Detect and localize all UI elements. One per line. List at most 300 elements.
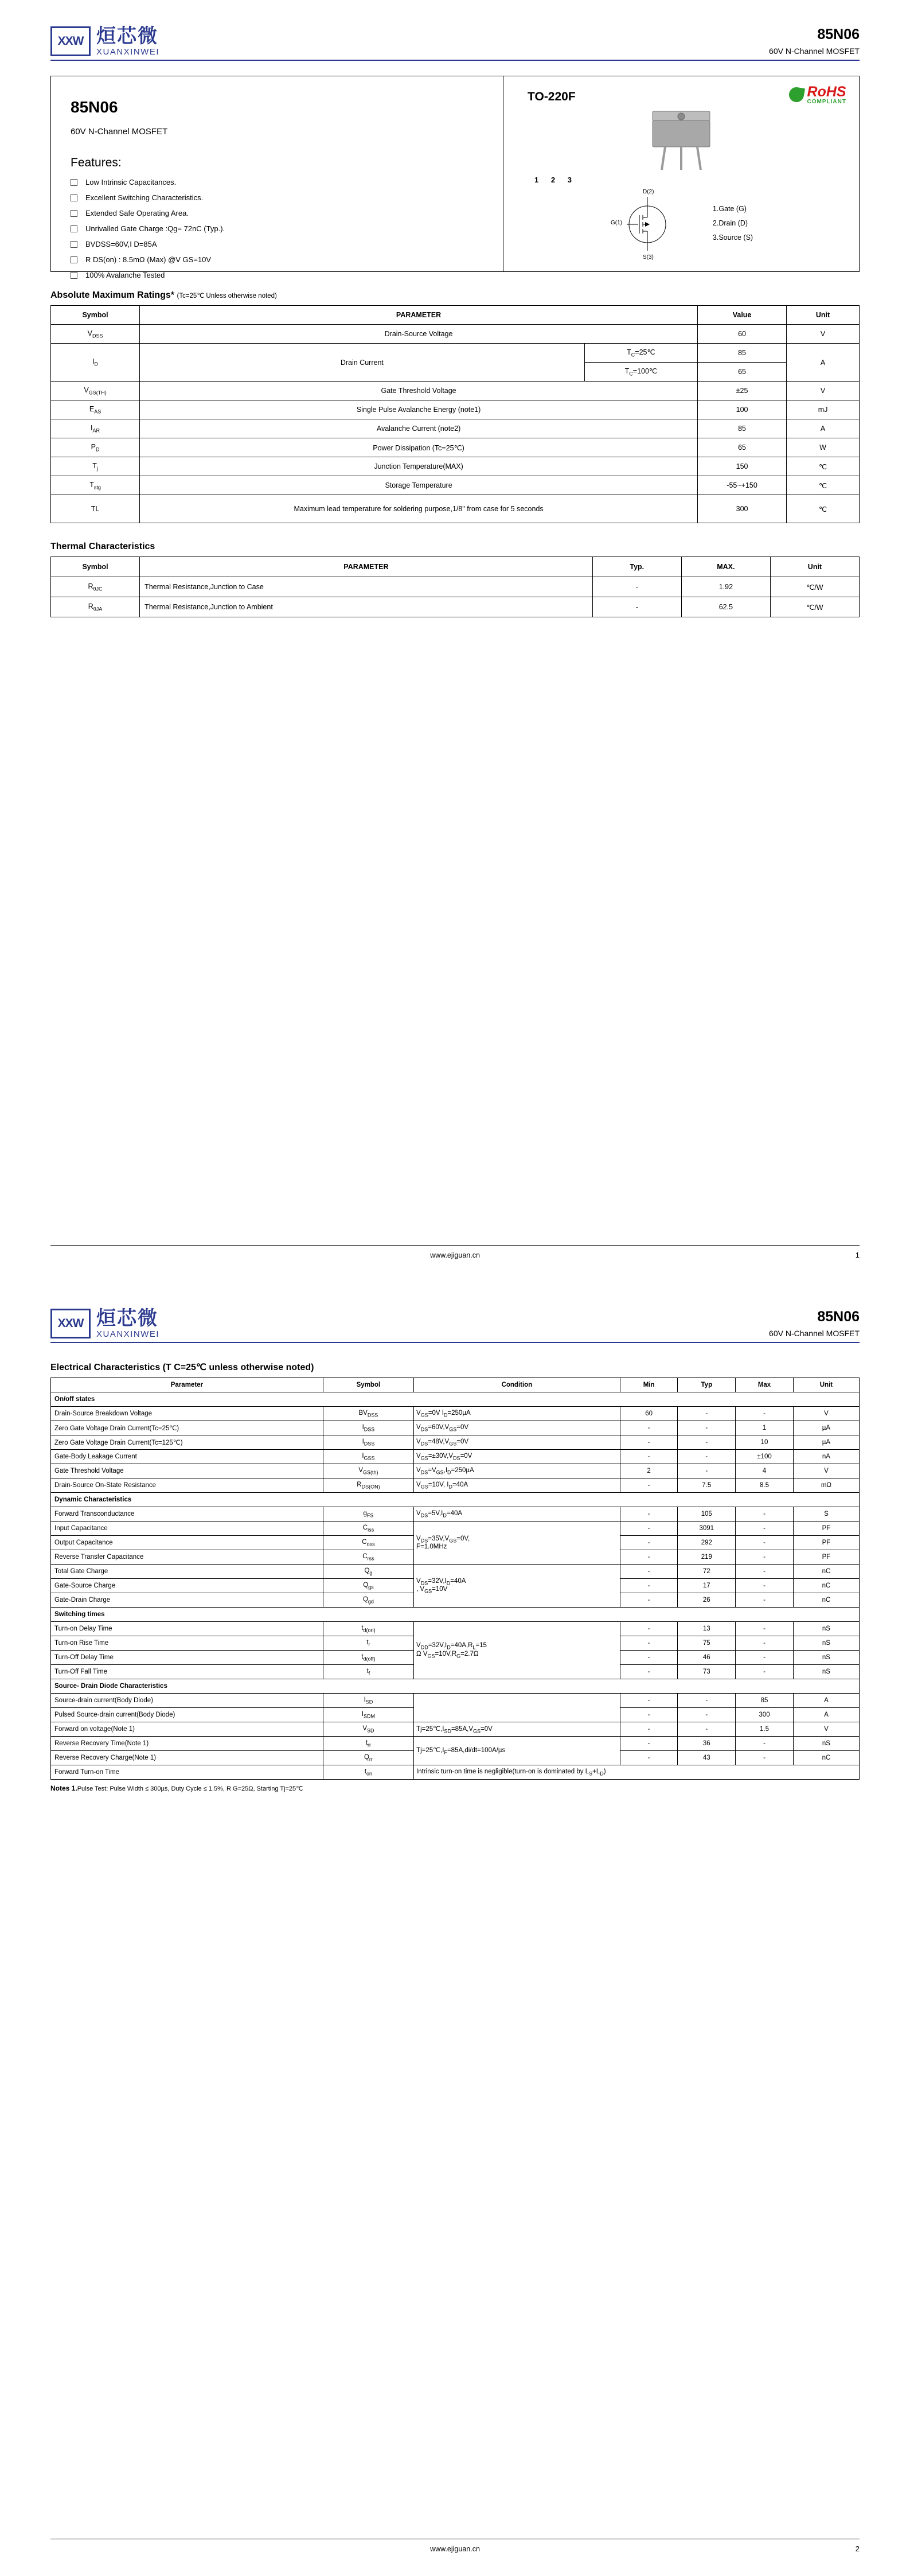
table-header-row <box>51 306 860 325</box>
company-logo <box>50 1309 159 1338</box>
features-list <box>71 178 503 279</box>
col-unit: Unit <box>793 1378 859 1392</box>
cell-typ: 43 <box>678 1751 736 1765</box>
page-1 <box>0 0 910 1282</box>
cell-symbol: $R_{DS(ON)}$ <box>323 1478 413 1493</box>
rohs-label: RoHS <box>807 84 846 100</box>
cell-symbol: $C_{oss}$ <box>323 1536 413 1550</box>
cell-min: - <box>620 1435 678 1450</box>
cell-parameter: Pulsed Source-drain current(Body Diode) <box>51 1708 323 1722</box>
col-max: MAX. <box>681 557 770 577</box>
features-heading: Features: <box>71 156 122 169</box>
pin-numbers: 1 2 3 <box>534 175 577 184</box>
footer-url[interactable]: www.ejiguan.cn <box>430 2545 480 2553</box>
checkbox-icon <box>71 210 77 217</box>
table-row <box>51 1507 860 1522</box>
cell-max: 1.92 <box>681 577 770 597</box>
cell-parameter: Storage Temperature <box>140 476 698 495</box>
table-row <box>51 1464 860 1478</box>
cell-parameter: Input Capacitance <box>51 1522 323 1536</box>
cell-symbol: $V_{GS(TH)}$ <box>51 382 140 400</box>
svg-text:D(2): D(2) <box>642 188 654 195</box>
cell-unit: A <box>787 344 860 382</box>
table-row <box>51 1622 860 1636</box>
cell-parameter: Drain-Source Voltage <box>140 325 698 344</box>
cell-min: - <box>620 1751 678 1765</box>
cell-unit: µA <box>793 1421 859 1435</box>
cell-min: - <box>620 1708 678 1722</box>
cell-symbol: $I_{GSS}$ <box>323 1450 413 1464</box>
cell-max: 10 <box>736 1435 794 1450</box>
table-group-row <box>51 1392 860 1407</box>
param-text: Forward on voltage(Note 1) <box>54 1726 135 1733</box>
cell-unit: ℃ <box>787 457 860 476</box>
col-typ: Typ <box>678 1378 736 1392</box>
cell-typ: 72 <box>678 1565 736 1579</box>
cell-max: - <box>736 1536 794 1550</box>
company-logo <box>50 26 159 56</box>
header-part-description: 60V N-Channel MOSFET <box>769 46 860 56</box>
cell-unit: A <box>793 1708 859 1722</box>
cell-typ: 36 <box>678 1737 736 1751</box>
cell-max: 8.5 <box>736 1478 794 1493</box>
svg-text:S(3): S(3) <box>642 254 654 260</box>
checkbox-icon <box>71 194 77 201</box>
cell-symbol: $I_{DSS}$ <box>323 1435 413 1450</box>
device-subtitle: 60V N-Channel MOSFET <box>71 127 168 137</box>
absolute-max-title <box>50 290 860 301</box>
electrical-title: Electrical Characteristics (T C=25℃ unless otherwise noted) <box>50 1363 314 1372</box>
cell-min: - <box>620 1522 678 1536</box>
cell-parameter: Maximum lead temperature for soldering purpose,1/8" from case for 5 seconds <box>140 495 698 523</box>
checkbox-icon <box>71 225 77 232</box>
cell-typ: 13 <box>678 1622 736 1636</box>
notes-label: Notes 1. <box>50 1784 77 1792</box>
cell-value: 100 <box>698 400 787 419</box>
cell-symbol: $t_f$ <box>323 1665 413 1679</box>
cell-symbol: $Q_{rr}$ <box>323 1751 413 1765</box>
feature-text: BVDSS=60V,I D=85A <box>85 240 157 248</box>
cell-unit: nS <box>793 1636 859 1651</box>
cell-parameter: Gate-Drain Charge <box>51 1593 323 1608</box>
logo-english-name: XUANXINWEI <box>96 47 160 57</box>
device-title: 85N06 <box>71 98 118 116</box>
cell-parameter: Junction Temperature(MAX) <box>140 457 698 476</box>
cell-unit: V <box>787 382 860 400</box>
cell-min: 2 <box>620 1464 678 1478</box>
cell-max: - <box>736 1751 794 1765</box>
cell-unit: nC <box>793 1593 859 1608</box>
cell-typ: 7.5 <box>678 1478 736 1493</box>
electrical-characteristics-table <box>50 1378 860 1780</box>
cell-typ: - <box>678 1694 736 1708</box>
table-row <box>51 382 860 400</box>
table-row <box>51 400 860 419</box>
cell-parameter: Thermal Resistance,Junction to Case <box>140 577 593 597</box>
cell-symbol: $C_{rss}$ <box>323 1550 413 1565</box>
cell-parameter: Drain-Source Breakdown Voltage <box>51 1407 323 1421</box>
list-item <box>71 193 503 202</box>
cell-max: - <box>736 1593 794 1608</box>
cell-min: 60 <box>620 1407 678 1421</box>
cell-symbol: TL <box>51 495 140 523</box>
cell-min: - <box>620 1550 678 1565</box>
cell-condition: $V_{GS}=10V$, $I_D=40A$ <box>414 1478 620 1493</box>
list-item <box>71 178 503 186</box>
cell-unit: nS <box>793 1665 859 1679</box>
table-row <box>51 419 860 438</box>
cell-symbol: $g_{FS}$ <box>323 1507 413 1522</box>
table-group-row <box>51 1608 860 1622</box>
cell-min: - <box>620 1565 678 1579</box>
cell-symbol: $t_{on}$ <box>323 1765 413 1780</box>
cell-parameter: Gate Threshold Voltage <box>140 382 698 400</box>
table-row <box>51 1565 860 1579</box>
cell-symbol: $V_{SD}$ <box>323 1722 413 1737</box>
cell-symbol: $V_{DSS}$ <box>51 325 140 344</box>
cell-min: - <box>620 1593 678 1608</box>
col-parameter: PARAMETER <box>140 306 698 325</box>
page-footer <box>50 2539 860 2553</box>
cell-max: - <box>736 1565 794 1579</box>
cell-symbol: $Q_g$ <box>323 1565 413 1579</box>
cell-typ: 219 <box>678 1550 736 1565</box>
cell-parameter: Turn-Off Delay Time <box>51 1651 323 1665</box>
notes-text: Pulse Test: Pulse Width ≤ 300µs, Duty Cycle ≤ 1.5%, R G=25Ω, Starting Tj=25℃ <box>77 1785 303 1792</box>
cell-symbol: $Q_{gd}$ <box>323 1593 413 1608</box>
cell-parameter: Turn-Off Fall Time <box>51 1665 323 1679</box>
cell-value: 65 <box>698 363 787 382</box>
cell-parameter: Gate-Body Leakage Current <box>51 1450 323 1464</box>
page-number: 1 <box>855 1251 860 1259</box>
cell-min: - <box>620 1665 678 1679</box>
cell-symbol: $R_{\theta JA}$ <box>51 597 140 617</box>
logo-mark-icon: XXW <box>50 1309 91 1338</box>
cell-symbol: $t_{d(off)}$ <box>323 1651 413 1665</box>
cell-unit: µA <box>793 1435 859 1450</box>
cell-typ: - <box>678 1722 736 1737</box>
cell-unit: ℃/W <box>770 597 859 617</box>
table-row <box>51 1737 860 1751</box>
package-name: TO-220F <box>528 90 576 103</box>
cell-symbol: $t_{d(on)}$ <box>323 1622 413 1636</box>
cell-min: - <box>620 1579 678 1593</box>
cell-max: - <box>736 1550 794 1565</box>
cell-typ: - <box>678 1407 736 1421</box>
cell-min: - <box>620 1478 678 1493</box>
cell-parameter <box>51 1722 323 1737</box>
cell-parameter: Forward Turn-on Time <box>51 1765 323 1780</box>
cell-value: ±25 <box>698 382 787 400</box>
cell-condition: $V_{DS}=V_{GS},I_D=250\mu A$ <box>414 1464 620 1478</box>
cell-unit: V <box>793 1407 859 1421</box>
thermal-title: Thermal Characteristics <box>50 542 155 551</box>
col-symbol: Symbol <box>51 306 140 325</box>
header-part-number: 85N06 <box>817 26 860 42</box>
cell-min: - <box>620 1737 678 1751</box>
col-condition: Condition <box>414 1378 620 1392</box>
col-parameter: PARAMETER <box>140 557 593 577</box>
cell-max: 1.5 <box>736 1722 794 1737</box>
table-row <box>51 1407 860 1421</box>
svg-text:G(1): G(1) <box>610 219 622 226</box>
cell-parameter: Gate Threshold Voltage <box>51 1464 323 1478</box>
group-label: Dynamic Characteristics <box>51 1493 860 1507</box>
table-row <box>51 438 860 457</box>
feature-text: R DS(on) : 8.5mΩ (Max) @V GS=10V <box>85 255 212 264</box>
col-value: Value <box>698 306 787 325</box>
cell-parameter: Single Pulse Avalanche Energy (note1) <box>140 400 698 419</box>
cell-max: 85 <box>736 1694 794 1708</box>
table-row <box>51 476 860 495</box>
list-item <box>71 224 503 233</box>
cell-unit: nS <box>793 1737 859 1751</box>
cell-unit: ℃ <box>787 495 860 523</box>
cell-symbol: $I_{AR}$ <box>51 419 140 438</box>
feature-text: 100% Avalanche Tested <box>85 271 165 279</box>
col-min: Min <box>620 1378 678 1392</box>
cell-unit: ℃/W <box>770 577 859 597</box>
cell-unit: mΩ <box>793 1478 859 1493</box>
table-row <box>51 1421 860 1435</box>
col-typ: Typ. <box>592 557 681 577</box>
cell-typ: 292 <box>678 1536 736 1550</box>
table-row <box>51 457 860 476</box>
cell-parameter: Reverse Recovery Time(Note 1) <box>51 1737 323 1751</box>
cell-min: - <box>620 1636 678 1651</box>
cell-typ: - <box>678 1435 736 1450</box>
logo-chinese-name: 烜芯微 <box>96 25 158 48</box>
cell-unit: nS <box>793 1651 859 1665</box>
thermal-characteristics-table <box>50 557 860 617</box>
cell-parameter: Drain Current <box>140 344 585 382</box>
cell-symbol: $E_{AS}$ <box>51 400 140 419</box>
cell-symbol: $Q_{gs}$ <box>323 1579 413 1593</box>
cell-typ: - <box>592 597 681 617</box>
feature-text: Unrivalled Gate Charge :Qg= 72nC (Typ.). <box>85 224 225 233</box>
cell-parameter: Avalanche Current (note2) <box>140 419 698 438</box>
cell-condition: Intrinsic turn-on time is negligible(turn-on is dominated by $L_S+L_D$) <box>414 1765 860 1780</box>
cell-max: - <box>736 1651 794 1665</box>
table-header-row <box>51 1378 860 1392</box>
table-row <box>51 1765 860 1780</box>
cell-symbol: $t_{rr}$ <box>323 1737 413 1751</box>
checkbox-icon <box>71 256 77 263</box>
schematic-and-pinout <box>513 186 850 261</box>
table-group-row <box>51 1493 860 1507</box>
cell-parameter: Zero Gate Voltage Drain Current(Tc=25℃) <box>51 1421 323 1435</box>
cell-unit: nA <box>793 1450 859 1464</box>
cell-unit: nC <box>793 1751 859 1765</box>
col-symbol: Symbol <box>323 1378 413 1392</box>
group-label: Switching times <box>51 1608 860 1622</box>
feature-text: Extended Safe Operating Area. <box>85 209 189 217</box>
cell-typ: 26 <box>678 1593 736 1608</box>
cell-max: 62.5 <box>681 597 770 617</box>
cell-symbol: $t_r$ <box>323 1636 413 1651</box>
rohs-badge <box>789 84 846 106</box>
feature-text: Excellent Switching Characteristics. <box>85 193 204 202</box>
cell-max: - <box>736 1407 794 1421</box>
cell-condition: $Tj=25℃,I_{SD}=85A,V_{GS}=0V$ <box>414 1722 620 1737</box>
cell-typ: - <box>678 1708 736 1722</box>
cell-min: - <box>620 1722 678 1737</box>
cell-parameter: Thermal Resistance,Junction to Ambient <box>140 597 593 617</box>
cell-typ: - <box>592 577 681 597</box>
cell-parameter: Zero Gate Voltage Drain Current(Tc=125℃) <box>51 1435 323 1450</box>
cell-condition: $T_C=25℃$ <box>584 344 697 363</box>
cell-symbol: $I_{SDM}$ <box>323 1708 413 1722</box>
cell-min: - <box>620 1421 678 1435</box>
cell-unit: A <box>787 419 860 438</box>
cell-condition: $V_{GS}=\pm 30V,V_{DS}=0V$ <box>414 1450 620 1464</box>
col-unit: Unit <box>770 557 859 577</box>
cell-max: - <box>736 1507 794 1522</box>
rohs-compliant-label: COMPLIANT <box>807 99 846 106</box>
list-item <box>71 271 503 279</box>
footer-url[interactable]: www.ejiguan.cn <box>430 1251 480 1259</box>
cell-max: - <box>736 1522 794 1536</box>
cell-symbol: $P_D$ <box>51 438 140 457</box>
cell-typ: 75 <box>678 1636 736 1651</box>
cell-parameter: Output Capacitance <box>51 1536 323 1550</box>
cell-max: - <box>736 1622 794 1636</box>
cell-value: 300 <box>698 495 787 523</box>
cell-typ: 46 <box>678 1651 736 1665</box>
cell-typ: 17 <box>678 1579 736 1593</box>
table-row <box>51 1722 860 1737</box>
list-item <box>71 255 503 264</box>
notes <box>50 1784 860 1792</box>
page-header <box>50 26 860 61</box>
cell-max: - <box>736 1579 794 1593</box>
cell-unit: nC <box>793 1565 859 1579</box>
cell-symbol: $BV_{DSS}$ <box>323 1407 413 1421</box>
page-header <box>50 1309 860 1343</box>
cell-condition: $V_{DS}=35V,V_{GS}=0V$, F=1.0MHz <box>414 1522 620 1565</box>
abs-title-text: Absolute Maximum Ratings* <box>50 290 175 300</box>
cell-parameter: Total Gate Charge <box>51 1565 323 1579</box>
cell-condition: $V_{GS}=0V$ $I_D=250\mu A$ <box>414 1407 620 1421</box>
pin-1: 1.Gate (G) <box>712 205 747 213</box>
page-2 <box>0 1282 910 2576</box>
list-item <box>71 240 503 248</box>
table-row <box>51 495 860 523</box>
checkbox-icon <box>71 272 77 279</box>
col-unit: Unit <box>787 306 860 325</box>
cell-typ: - <box>678 1421 736 1435</box>
cell-symbol: $T_{stg}$ <box>51 476 140 495</box>
cell-min: - <box>620 1507 678 1522</box>
abs-title-note: (Tc=25℃ Unless otherwise noted) <box>177 293 277 299</box>
logo-chinese-name: 烜芯微 <box>96 1307 158 1330</box>
table-row <box>51 1694 860 1708</box>
absolute-maximum-ratings-table <box>50 305 860 523</box>
cell-parameter: Gate-Source Charge <box>51 1579 323 1593</box>
cell-unit: PF <box>793 1550 859 1565</box>
leaf-icon <box>787 86 804 103</box>
table-row <box>51 1522 860 1536</box>
pin-list <box>713 202 753 245</box>
group-label: Source- Drain Diode Characteristics <box>51 1679 860 1694</box>
list-item <box>71 209 503 217</box>
checkbox-icon <box>71 241 77 248</box>
cell-value: 65 <box>698 438 787 457</box>
cell-typ: - <box>678 1450 736 1464</box>
table-row <box>51 1450 860 1464</box>
cell-max: - <box>736 1636 794 1651</box>
cell-symbol: $C_{iss}$ <box>323 1522 413 1536</box>
checkbox-icon <box>71 179 77 186</box>
header-part-number: 85N06 <box>817 1309 860 1325</box>
cell-max: 1 <box>736 1421 794 1435</box>
cell-condition: $V_{DS}=48V,V_{GS}=0V$ <box>414 1435 620 1450</box>
overview-box <box>50 76 860 279</box>
cell-condition: $V_{DD}=32V,I_D=40A,R_L=15$ Ω $V_{GS}=10V,R_G=2.7\Omega$ <box>414 1622 620 1679</box>
cell-symbol: $R_{\theta JC}$ <box>51 577 140 597</box>
cell-parameter: Drain-Source On-State Resistance <box>51 1478 323 1493</box>
cell-symbol: $T_j$ <box>51 457 140 476</box>
table-row <box>51 325 860 344</box>
feature-text: Low Intrinsic Capacitances. <box>85 178 177 186</box>
table-group-row <box>51 1679 860 1694</box>
table-row <box>51 1435 860 1450</box>
cell-value: 85 <box>698 344 787 363</box>
page-number: 2 <box>855 2544 860 2553</box>
cell-min: - <box>620 1536 678 1550</box>
cell-condition: $Tj=25℃,I_F=85A,di/dt=100A/\mu s$ <box>414 1737 620 1765</box>
cell-symbol: $I_{DSS}$ <box>323 1421 413 1435</box>
cell-parameter: Turn-on Rise Time <box>51 1636 323 1651</box>
cell-unit: nS <box>793 1622 859 1636</box>
logo-mark-icon: XXW <box>50 26 91 56</box>
package-drawing <box>630 110 733 173</box>
page-footer <box>50 1245 860 1259</box>
cell-unit: mJ <box>787 400 860 419</box>
cell-unit: ℃ <box>787 476 860 495</box>
cell-condition: $V_{DS}=60V,V_{GS}=0V$ <box>414 1421 620 1435</box>
logo-english-name: XUANXINWEI <box>96 1329 160 1339</box>
cell-value: 150 <box>698 457 787 476</box>
cell-parameter: Power Dissipation (Tc=25℃) <box>140 438 698 457</box>
cell-symbol: $I_D$ <box>51 344 140 382</box>
cell-min: - <box>620 1651 678 1665</box>
cell-value: -55~+150 <box>698 476 787 495</box>
cell-typ: 105 <box>678 1507 736 1522</box>
cell-min: - <box>620 1450 678 1464</box>
cell-parameter: Forward Transconductance <box>51 1507 323 1522</box>
cell-value: 85 <box>698 419 787 438</box>
cell-symbol: $V_{GS(th)}$ <box>323 1464 413 1478</box>
cell-max: ±100 <box>736 1450 794 1464</box>
table-row <box>51 1478 860 1493</box>
cell-max: 4 <box>736 1464 794 1478</box>
table-header-row <box>51 557 860 577</box>
cell-value: 60 <box>698 325 787 344</box>
cell-typ: 3091 <box>678 1522 736 1536</box>
table-row <box>51 597 860 617</box>
cell-condition: $V_{DS}=5V,I_D=40A$ <box>414 1507 620 1522</box>
cell-max: - <box>736 1665 794 1679</box>
header-part-description: 60V N-Channel MOSFET <box>769 1329 860 1338</box>
cell-unit: PF <box>793 1522 859 1536</box>
cell-unit: W <box>787 438 860 457</box>
cell-typ: 73 <box>678 1665 736 1679</box>
cell-unit: V <box>787 325 860 344</box>
cell-max: - <box>736 1737 794 1751</box>
cell-unit: PF <box>793 1536 859 1550</box>
cell-symbol: $I_{SD}$ <box>323 1694 413 1708</box>
